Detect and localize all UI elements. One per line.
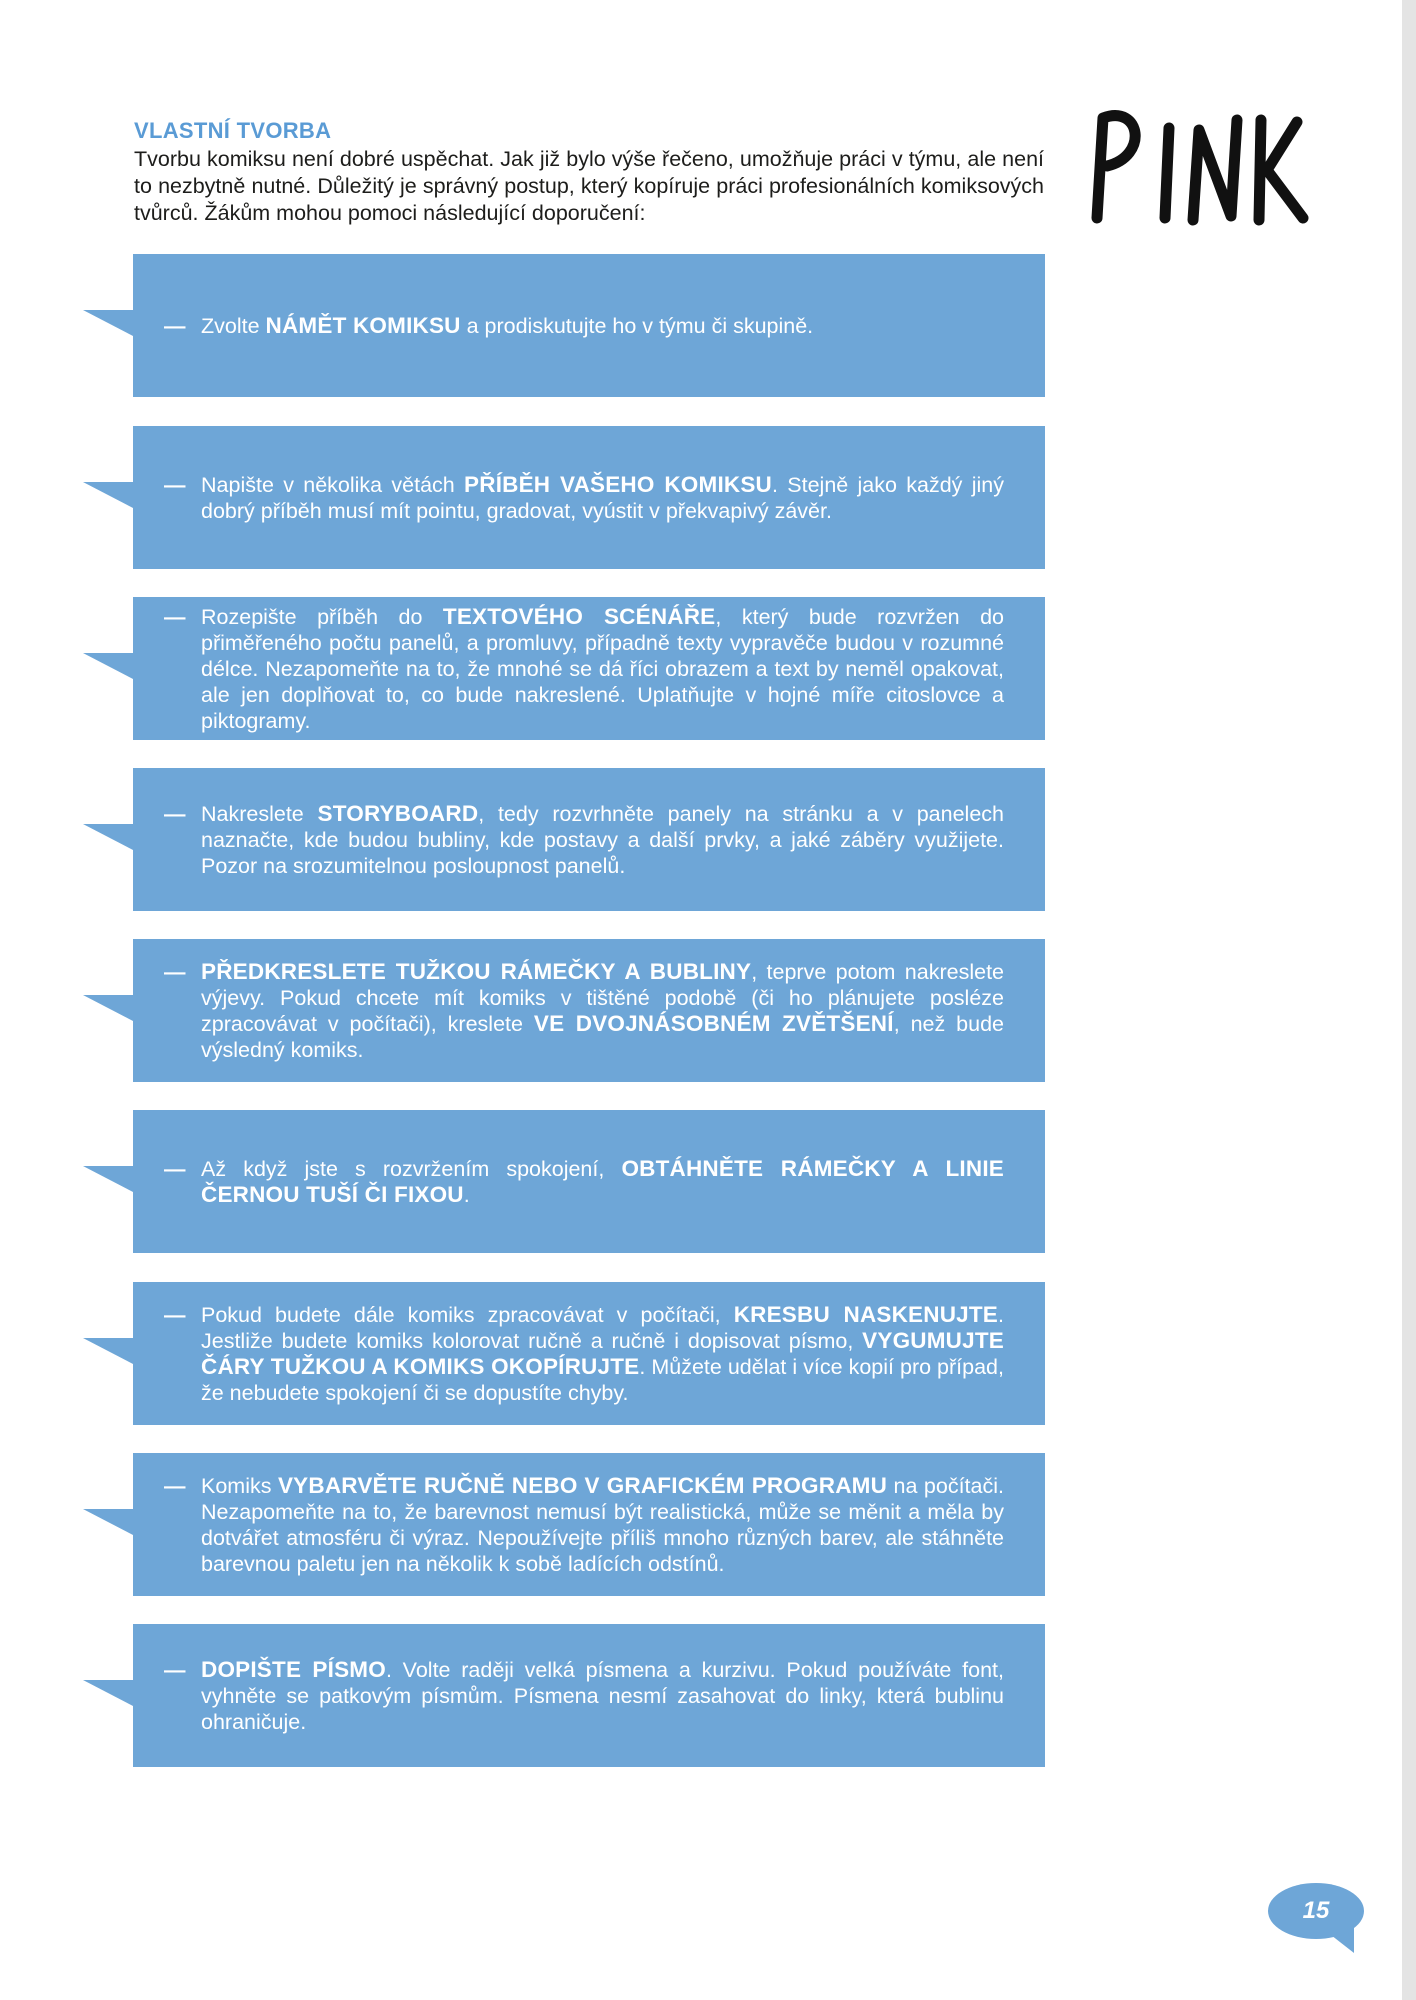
pink-logo-icon [1085,100,1309,230]
step-2-box [133,426,1045,569]
step-8-box [133,1453,1045,1596]
step-4-text: — Nakreslete STORYBOARD, tedy rozvrhněte panely na stránku a v panelech naznačte, kde budou bubliny, kde postavy a další prvky, a jaké záběry využijete. Pozor na srozumitelnou posloupnost panelů. [164,800,1004,878]
page-edge [1402,0,1416,2000]
step-5-box [133,939,1045,1082]
step-1-box [133,254,1045,397]
page-number: 15 [1268,1883,1364,1939]
step-7-box [133,1282,1045,1425]
step-6-box [133,1110,1045,1253]
step-3-box [133,597,1045,740]
step-9-box [133,1624,1045,1767]
step-2-text: — Napište v několika větách PŘÍBĚH VAŠEHO KOMIKSU. Stejně jako každý jiný dobrý příběh musí mít pointu, gradovat, vyústit v překvapivý závěr. [164,471,1004,523]
section-heading: VLASTNÍ TVORBA [134,118,332,143]
step-1-text: — Zvolte NÁMĚT KOMIKSU a prodiskutujte ho v týmu či skupině. [164,312,814,338]
step-5-text: — PŘEDKRESLETE TUŽKOU RÁMEČKY A BUBLINY, teprve potom nakreslete výjevy. Pokud chcete mít komiks v tištěné podobě (či ho plánujete posléze zpracovávat v počítači), kreslete VE DVOJNÁSOBNÉM ZVĚTŠENÍ, než bude výsledný komiks. [164,958,1005,1062]
step-9-text: — DOPIŠTE PÍSMO. Volte raději velká písmena a kurzivu. Pokud používáte font, vyhněte se patkovým písmům. Písmena nesmí zasahovat do linky, která bublinu ohraničuje. [164,1656,1004,1734]
step-8-text: — Komiks VYBARVĚTE RUČNĚ NEBO V GRAFICKÉM PROGRAMU na počítači. Nezapomeňte na to, že barevnost nemusí být realistická, může se měnit a měla by dotvářet atmosféru či výraz. Nepoužívejte příliš mnoho různých barev, ale stáhněte barevnou paletu jen na několik k sobě ladících odstínů. [164,1472,1004,1576]
intro-paragraph: Tvorbu komiksu není dobré uspěchat. Jak již bylo výše řečeno, umožňuje práci v týmu, ale není to nezbytně nutné. Důležitý je správný postup, který kopíruje práci profesionálních komiksových tvůrců. Žákům mohou pomoci následující doporučení: [134,147,1044,225]
step-6-text: — Až když jste s rozvržením spokojení, OBTÁHNĚTE RÁMEČKY A LINIE ČERNOU TUŠÍ ČI FIXOU. [164,1155,1004,1207]
pink-logo [1085,100,1309,235]
step-7-text: — Pokud budete dále komiks zpracovávat v počítači, KRESBU NASKENUJTE. Jestliže budete komiks kolorovat ručně a ručně i dopisovat písmo, VYGUMUJTE ČÁRY TUŽKOU A KOMIKS OKOPÍRUJTE. Můžete udělat i více kopií pro případ, že nebudete spokojení či se dopustíte chyby. [164,1301,1004,1405]
step-3-text: — Rozepište příběh do TEXTOVÉHO SCÉNÁŘE, který bude rozvržen do přiměřeného počtu panelů, a promluvy, případně texty vypravěče budou v rozumné délce. Nezapomeňte na to, že mnohé se dá říci obrazem a text by neměl opakovat, ale jen doplňovat to, co bude nakreslené. Uplatňujte v hojné míře citoslovce a piktogramy. [164,603,1005,733]
step-4-box [133,768,1045,911]
